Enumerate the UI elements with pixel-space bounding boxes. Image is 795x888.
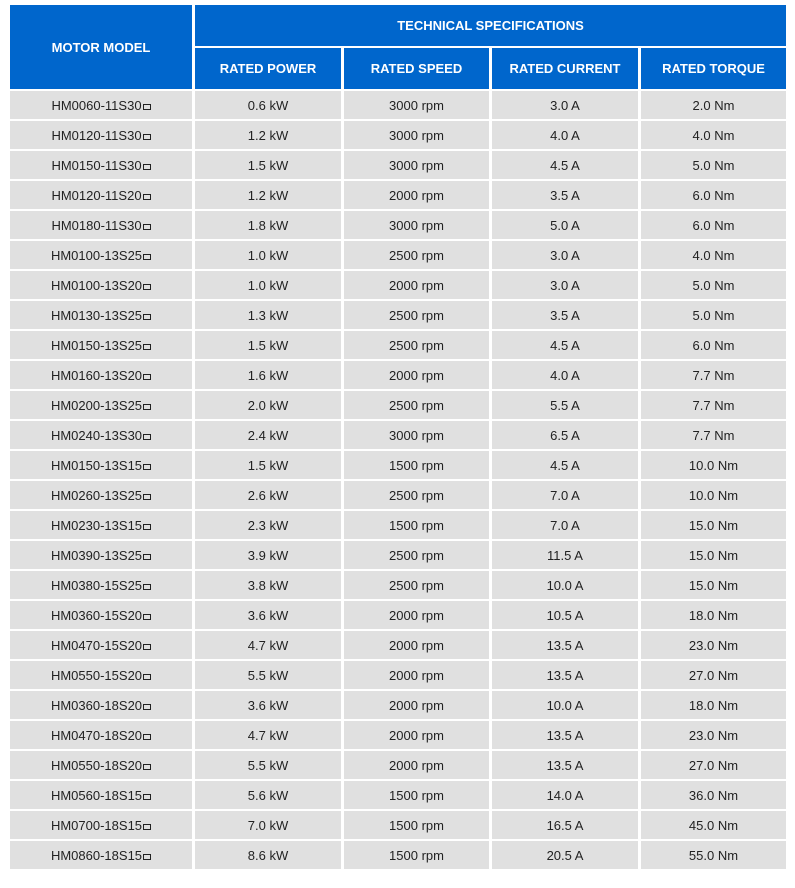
cell-rated-torque: 18.0 Nm [641,601,786,629]
model-suffix-box-icon [143,314,151,320]
cell-rated-current: 13.5 A [492,751,638,779]
model-suffix-box-icon [143,764,151,770]
cell-motor-model [10,841,192,869]
model-suffix-box-icon [143,194,151,200]
cell-rated-speed: 2500 rpm [344,241,489,269]
cell-motor-model [10,121,192,149]
cell-motor-model [10,811,192,839]
table-row [10,841,786,869]
model-name: HM0120-11S20 [51,187,142,203]
cell-rated-speed: 2000 rpm [344,751,489,779]
cell-motor-model [10,451,192,479]
model-suffix-box-icon [143,164,151,170]
model-name: HM0120-11S30 [51,127,142,143]
cell-rated-speed: 3000 rpm [344,151,489,179]
table-row [10,421,786,449]
cell-rated-speed: 3000 rpm [344,211,489,239]
model-suffix-box-icon [143,734,151,740]
cell-rated-power: 4.7 kW [195,631,341,659]
cell-motor-model [10,301,192,329]
cell-rated-current: 13.5 A [492,721,638,749]
cell-rated-torque: 6.0 Nm [641,211,786,239]
header-rated-torque: RATED TORQUE [641,48,786,89]
model-suffix-box-icon [143,644,151,650]
table-row [10,361,786,389]
model-name: HM0180-11S30 [51,217,142,233]
table-row [10,541,786,569]
cell-rated-torque: 45.0 Nm [641,811,786,839]
cell-motor-model [10,541,192,569]
cell-motor-model [10,601,192,629]
cell-rated-power: 1.0 kW [195,271,341,299]
motor-spec-table [7,3,789,871]
model-name: HM0060-11S30 [51,97,142,113]
cell-rated-speed: 2000 rpm [344,631,489,659]
cell-motor-model [10,181,192,209]
cell-motor-model [10,331,192,359]
cell-rated-torque: 18.0 Nm [641,691,786,719]
table-row [10,511,786,539]
model-suffix-box-icon [143,494,151,500]
model-suffix-box-icon [143,404,151,410]
cell-rated-torque: 6.0 Nm [641,181,786,209]
cell-rated-torque: 4.0 Nm [641,241,786,269]
cell-rated-current: 6.5 A [492,421,638,449]
header-rated-power: RATED POWER [195,48,341,89]
model-suffix-box-icon [143,224,151,230]
cell-motor-model [10,511,192,539]
cell-rated-power: 1.6 kW [195,361,341,389]
cell-rated-current: 3.0 A [492,91,638,119]
cell-rated-power: 2.6 kW [195,481,341,509]
model-name: HM0700-18S15 [50,817,143,833]
cell-rated-torque: 5.0 Nm [641,271,786,299]
cell-motor-model [10,721,192,749]
cell-rated-torque: 4.0 Nm [641,121,786,149]
cell-rated-current: 3.0 A [492,241,638,269]
cell-rated-current: 4.5 A [492,331,638,359]
model-name: HM0860-18S15 [50,847,143,863]
cell-rated-power: 3.6 kW [195,691,341,719]
table-row [10,481,786,509]
cell-rated-torque: 15.0 Nm [641,541,786,569]
cell-rated-torque: 27.0 Nm [641,661,786,689]
cell-rated-torque: 7.7 Nm [641,391,786,419]
cell-rated-torque: 10.0 Nm [641,481,786,509]
cell-rated-speed: 2000 rpm [344,661,489,689]
table-row [10,241,786,269]
table-row [10,811,786,839]
table-body [10,91,786,869]
model-suffix-box-icon [143,674,151,680]
cell-rated-speed: 1500 rpm [344,451,489,479]
cell-rated-power: 1.5 kW [195,151,341,179]
table-row [10,691,786,719]
table-row [10,151,786,179]
cell-rated-torque: 6.0 Nm [641,331,786,359]
cell-motor-model [10,781,192,809]
cell-rated-torque: 23.0 Nm [641,721,786,749]
cell-rated-power: 3.8 kW [195,571,341,599]
cell-rated-speed: 2500 rpm [344,331,489,359]
cell-rated-speed: 2000 rpm [344,601,489,629]
cell-rated-power: 5.5 kW [195,751,341,779]
cell-motor-model [10,481,192,509]
cell-rated-power: 5.6 kW [195,781,341,809]
table-row [10,661,786,689]
cell-rated-current: 3.0 A [492,271,638,299]
model-suffix-box-icon [143,824,151,830]
cell-rated-current: 4.0 A [492,361,638,389]
cell-motor-model [10,571,192,599]
cell-rated-torque: 2.0 Nm [641,91,786,119]
cell-rated-speed: 2500 rpm [344,541,489,569]
cell-rated-speed: 1500 rpm [344,511,489,539]
cell-rated-power: 1.3 kW [195,301,341,329]
model-name: HM0150-13S15 [50,457,143,473]
cell-rated-speed: 2000 rpm [344,181,489,209]
cell-rated-current: 4.0 A [492,121,638,149]
cell-motor-model [10,211,192,239]
cell-rated-power: 5.5 kW [195,661,341,689]
model-suffix-box-icon [143,284,151,290]
cell-rated-current: 5.0 A [492,211,638,239]
cell-rated-current: 14.0 A [492,781,638,809]
cell-rated-speed: 2500 rpm [344,301,489,329]
cell-motor-model [10,241,192,269]
header-rated-speed: RATED SPEED [344,48,489,89]
table-row [10,631,786,659]
model-suffix-box-icon [143,344,151,350]
model-name: HM0200-13S25 [50,397,143,413]
header-motor-model: MOTOR MODEL [10,5,192,89]
cell-rated-power: 3.6 kW [195,601,341,629]
cell-rated-speed: 2000 rpm [344,691,489,719]
cell-motor-model [10,391,192,419]
cell-rated-torque: 10.0 Nm [641,451,786,479]
cell-rated-current: 20.5 A [492,841,638,869]
header-row-group [10,5,786,46]
cell-rated-torque: 5.0 Nm [641,151,786,179]
model-suffix-box-icon [143,614,151,620]
cell-rated-current: 16.5 A [492,811,638,839]
table-row [10,331,786,359]
cell-rated-speed: 2000 rpm [344,271,489,299]
table-row [10,601,786,629]
model-name: HM0100-13S25 [50,247,143,263]
table-row [10,91,786,119]
cell-rated-speed: 3000 rpm [344,121,489,149]
table-row [10,721,786,749]
cell-rated-current: 4.5 A [492,451,638,479]
table-row [10,211,786,239]
cell-motor-model [10,661,192,689]
cell-rated-torque: 15.0 Nm [641,511,786,539]
cell-rated-power: 1.0 kW [195,241,341,269]
model-name: HM0470-18S20 [50,727,143,743]
table-row [10,121,786,149]
header-technical-specifications: TECHNICAL SPECIFICATIONS [195,5,786,46]
model-name: HM0560-18S15 [50,787,143,803]
model-suffix-box-icon [143,854,151,860]
model-suffix-box-icon [143,374,151,380]
cell-rated-speed: 2000 rpm [344,721,489,749]
model-name: HM0380-15S25 [50,577,143,593]
cell-rated-current: 10.0 A [492,571,638,599]
table-row [10,781,786,809]
cell-rated-speed: 3000 rpm [344,421,489,449]
model-suffix-box-icon [143,584,151,590]
cell-rated-speed: 2000 rpm [344,361,489,389]
model-name: HM0550-15S20 [50,667,143,683]
cell-rated-torque: 15.0 Nm [641,571,786,599]
cell-rated-current: 10.5 A [492,601,638,629]
model-name: HM0550-18S20 [50,757,143,773]
cell-rated-current: 7.0 A [492,511,638,539]
cell-rated-torque: 7.7 Nm [641,361,786,389]
table-row [10,391,786,419]
model-name: HM0130-13S25 [50,307,143,323]
model-suffix-box-icon [143,254,151,260]
model-suffix-box-icon [143,554,151,560]
cell-rated-power: 1.8 kW [195,211,341,239]
cell-rated-torque: 55.0 Nm [641,841,786,869]
cell-rated-power: 1.5 kW [195,451,341,479]
cell-rated-power: 4.7 kW [195,721,341,749]
cell-rated-power: 0.6 kW [195,91,341,119]
cell-rated-current: 3.5 A [492,181,638,209]
model-name: HM0390-13S25 [50,547,143,563]
cell-motor-model [10,151,192,179]
cell-rated-current: 5.5 A [492,391,638,419]
model-name: HM0470-15S20 [50,637,143,653]
model-suffix-box-icon [143,134,151,140]
table-row [10,751,786,779]
cell-motor-model [10,691,192,719]
model-name: HM0160-13S20 [50,367,143,383]
cell-motor-model [10,421,192,449]
table-row [10,271,786,299]
cell-rated-power: 2.0 kW [195,391,341,419]
model-suffix-box-icon [143,104,151,110]
cell-rated-current: 3.5 A [492,301,638,329]
model-name: HM0360-15S20 [50,607,143,623]
cell-motor-model [10,361,192,389]
model-name: HM0240-13S30 [50,427,143,443]
cell-rated-power: 1.2 kW [195,181,341,209]
cell-rated-speed: 2500 rpm [344,571,489,599]
model-suffix-box-icon [143,434,151,440]
cell-rated-power: 2.3 kW [195,511,341,539]
model-suffix-box-icon [143,794,151,800]
table-row [10,301,786,329]
cell-rated-torque: 27.0 Nm [641,751,786,779]
table-header [10,5,786,89]
cell-rated-power: 7.0 kW [195,811,341,839]
cell-rated-current: 13.5 A [492,661,638,689]
model-name: HM0360-18S20 [50,697,143,713]
cell-motor-model [10,631,192,659]
cell-rated-power: 1.5 kW [195,331,341,359]
model-suffix-box-icon [143,524,151,530]
header-rated-current: RATED CURRENT [492,48,638,89]
cell-rated-current: 10.0 A [492,691,638,719]
cell-rated-speed: 2500 rpm [344,481,489,509]
cell-motor-model [10,91,192,119]
cell-rated-current: 13.5 A [492,631,638,659]
cell-rated-power: 2.4 kW [195,421,341,449]
cell-rated-torque: 23.0 Nm [641,631,786,659]
table-row [10,181,786,209]
cell-rated-current: 11.5 A [492,541,638,569]
cell-motor-model [10,751,192,779]
model-suffix-box-icon [143,464,151,470]
cell-rated-speed: 3000 rpm [344,91,489,119]
model-name: HM0150-11S30 [51,157,142,173]
cell-rated-speed: 1500 rpm [344,781,489,809]
table-row [10,571,786,599]
cell-rated-speed: 2500 rpm [344,391,489,419]
table-row [10,451,786,479]
model-name: HM0150-13S25 [50,337,143,353]
cell-rated-current: 7.0 A [492,481,638,509]
cell-rated-power: 3.9 kW [195,541,341,569]
cell-rated-torque: 7.7 Nm [641,421,786,449]
model-name: HM0260-13S25 [50,487,143,503]
cell-rated-speed: 1500 rpm [344,811,489,839]
cell-rated-current: 4.5 A [492,151,638,179]
cell-rated-speed: 1500 rpm [344,841,489,869]
cell-rated-power: 1.2 kW [195,121,341,149]
model-name: HM0100-13S20 [50,277,143,293]
cell-motor-model [10,271,192,299]
cell-rated-power: 8.6 kW [195,841,341,869]
cell-rated-torque: 5.0 Nm [641,301,786,329]
model-suffix-box-icon [143,704,151,710]
cell-rated-torque: 36.0 Nm [641,781,786,809]
model-name: HM0230-13S15 [50,517,143,533]
